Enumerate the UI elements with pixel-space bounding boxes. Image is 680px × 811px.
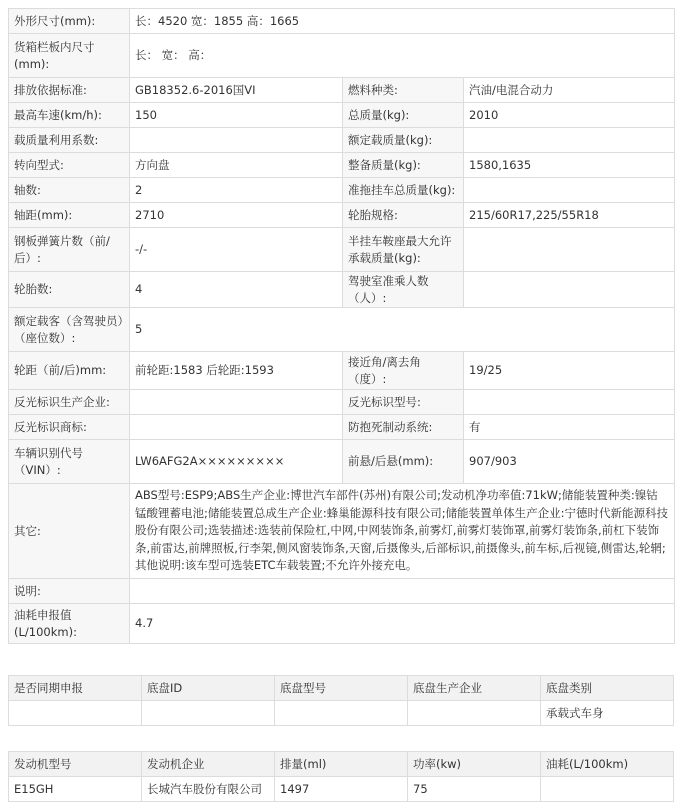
spec-value: 5 <box>130 308 675 352</box>
spec-value <box>130 128 343 153</box>
chassis-cell <box>275 701 408 726</box>
spec-label: 反光标识生产企业: <box>9 390 130 415</box>
vin-value: LW6AFG2A××××××××× <box>130 440 343 484</box>
spec-row <box>9 228 675 272</box>
spec-label: 驾驶室准乘人数（人）: <box>343 272 464 308</box>
spec-value: 19/25 <box>464 352 675 390</box>
spec-label: 货箱栏板内尺寸(mm): <box>9 34 130 78</box>
spec-label: 整备质量(kg): <box>343 153 464 178</box>
chassis-header: 底盘类别 <box>541 676 674 701</box>
spec-label: 轮距（前/后)mm: <box>9 352 130 390</box>
spec-row <box>9 440 675 484</box>
engine-header-row <box>9 752 674 777</box>
spec-label: 准拖挂车总质量(kg): <box>343 178 464 203</box>
spec-label: 载质量利用系数: <box>9 128 130 153</box>
spec-row <box>9 484 675 579</box>
spec-value: 长： 宽： 高： <box>130 34 675 78</box>
spec-value <box>464 390 675 415</box>
spec-value: 2010 <box>464 103 675 128</box>
spec-row <box>9 390 675 415</box>
spec-row <box>9 352 675 390</box>
spec-value: 215/60R17,225/55R18 <box>464 203 675 228</box>
spec-value: -/- <box>130 228 343 272</box>
spec-value: 907/903 <box>464 440 675 484</box>
spec-value <box>464 178 675 203</box>
chassis-header: 底盘型号 <box>275 676 408 701</box>
spec-row <box>9 153 675 178</box>
chassis-header: 底盘生产企业 <box>408 676 541 701</box>
spec-value: 方向盘 <box>130 153 343 178</box>
spec-value <box>130 390 343 415</box>
engine-cell: 1497 <box>275 777 408 802</box>
spec-label: 最高车速(km/h): <box>9 103 130 128</box>
spec-label: 总质量(kg): <box>343 103 464 128</box>
engine-cell: 75 <box>408 777 541 802</box>
spec-row <box>9 415 675 440</box>
spec-row <box>9 103 675 128</box>
spec-label: 额定载质量(kg): <box>343 128 464 153</box>
spec-label: 轴距(mm): <box>9 203 130 228</box>
spec-value <box>130 579 675 604</box>
engine-header: 功率(kw) <box>408 752 541 777</box>
spec-value <box>130 415 343 440</box>
spec-value: 1580,1635 <box>464 153 675 178</box>
spec-value <box>464 128 675 153</box>
spec-label: 反光标识型号: <box>343 390 464 415</box>
engine-row <box>9 777 674 802</box>
chassis-table <box>8 675 674 726</box>
spec-label: 轮胎数: <box>9 272 130 308</box>
spec-label: 额定载客（含驾驶员）（座位数）: <box>9 308 130 352</box>
engine-header: 发动机企业 <box>142 752 275 777</box>
spec-value: 有 <box>464 415 675 440</box>
spec-label: 说明: <box>9 579 130 604</box>
chassis-row <box>9 701 674 726</box>
spec-value: 汽油/电混合动力 <box>464 78 675 103</box>
engine-table <box>8 751 674 802</box>
engine-cell <box>541 777 674 802</box>
spec-label: 转向型式: <box>9 153 130 178</box>
engine-header: 发动机型号 <box>9 752 142 777</box>
chassis-header-row <box>9 676 674 701</box>
spec-label: 接近角/离去角（度）: <box>343 352 464 390</box>
other-description: ABS型号:ESP9;ABS生产企业:博世汽车部件(苏州)有限公司;发动机净功率值:71kW;储能装置种类:镍钴锰酸锂蓄电池;储能装置总成生产企业:蜂巢能源科技有限公司;储能装置单体生产企业:宁德时代新能源科技股份有限公司;选装描述:选装前保险杠,中网,中网装饰条,前雾灯,前雾灯装饰罩,前雾灯装饰条,前杠下装饰条,前雷达,前牌照板,行李架,侧风窗装饰条,天窗,后摄像头,后部标识,前摄像头,前车标,后视镜,侧雷达,轮辋;其他说明:该车型可选装ETC车载装置;不允许外接充电。 <box>130 484 675 579</box>
engine-cell: E15GH <box>9 777 142 802</box>
spec-row <box>9 34 675 78</box>
spec-row <box>9 78 675 103</box>
spec-row <box>9 272 675 308</box>
spec-row <box>9 178 675 203</box>
spec-row <box>9 604 675 644</box>
chassis-header: 是否同期申报 <box>9 676 142 701</box>
spec-value: 2710 <box>130 203 343 228</box>
spec-label: 反光标识商标: <box>9 415 130 440</box>
spec-table <box>8 8 675 644</box>
spec-label: 外形尺寸(mm): <box>9 9 130 34</box>
spec-label: 轴数: <box>9 178 130 203</box>
chassis-cell: 承载式车身 <box>541 701 674 726</box>
spec-row <box>9 308 675 352</box>
spec-label: 排放依据标准: <box>9 78 130 103</box>
spec-value: 长：4520 宽：1855 高：1665 <box>130 9 675 34</box>
spec-value: 前轮距:1583 后轮距:1593 <box>130 352 343 390</box>
spec-label: 轮胎规格: <box>343 203 464 228</box>
spec-value: 2 <box>130 178 343 203</box>
spec-label: 车辆识别代号（VIN）: <box>9 440 130 484</box>
chassis-cell <box>142 701 275 726</box>
spec-label: 油耗申报值(L/100km): <box>9 604 130 644</box>
spec-value <box>464 228 675 272</box>
spec-row <box>9 128 675 153</box>
spec-label: 半挂车鞍座最大允许承载质量(kg): <box>343 228 464 272</box>
spec-value: 4.7 <box>130 604 675 644</box>
spec-value <box>464 272 675 308</box>
engine-header: 油耗(L/100km) <box>541 752 674 777</box>
engine-cell: 长城汽车股份有限公司 <box>142 777 275 802</box>
chassis-cell <box>9 701 142 726</box>
chassis-cell <box>408 701 541 726</box>
spec-row <box>9 579 675 604</box>
chassis-header: 底盘ID <box>142 676 275 701</box>
spec-row <box>9 203 675 228</box>
spec-label: 钢板弹簧片数（前/后）: <box>9 228 130 272</box>
spec-value: GB18352.6-2016国VI <box>130 78 343 103</box>
spec-label: 燃料种类: <box>343 78 464 103</box>
spec-value: 150 <box>130 103 343 128</box>
spec-value: 4 <box>130 272 343 308</box>
spec-label: 防抱死制动系统: <box>343 415 464 440</box>
engine-header: 排量(ml) <box>275 752 408 777</box>
spec-row <box>9 9 675 34</box>
spec-label: 前悬/后悬(mm): <box>343 440 464 484</box>
spec-label: 其它: <box>9 484 130 579</box>
